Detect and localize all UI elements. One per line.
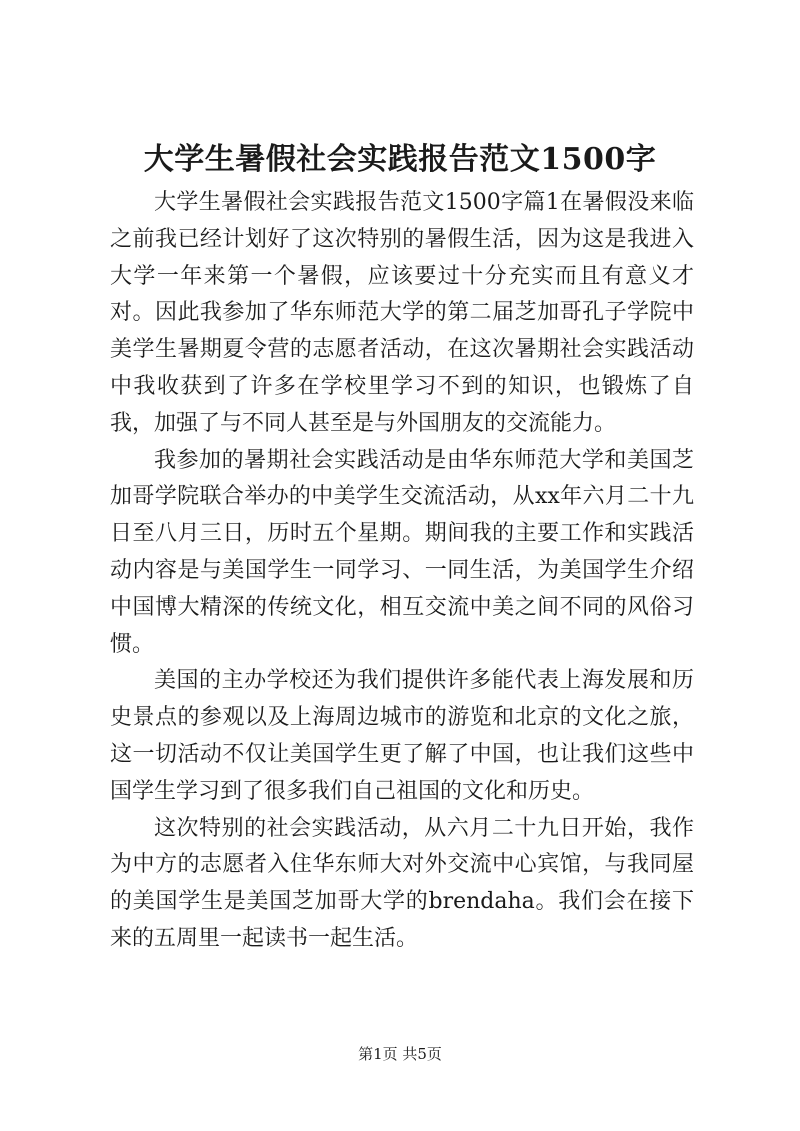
paragraph-3: 美国的主办学校还为我们提供许多能代表上海发展和历史景点的参观以及上海周边城市的游览和北京的文化之旅，这一切活动不仅让美国学生更了解了中国，也让我们这些中国学生学习到了很多我们自己祖国的文化和历史。 [110,668,694,804]
document-title: 大学生暑假社会实践报告范文1500字 [143,142,657,177]
paragraph-2: 我参加的暑期社会实践活动是由华东师范大学和美国芝加哥学院联合举办的中美学生交流活动，从xx年六月二十九日至八月三日，历时五个星期。期间我的主要工作和实践活动内容是与美国学生一同学习、一同生活，为美国学生介绍中国博大精深的传统文化，相互交流中美之间不同的风俗习惯。 [110,447,694,657]
page-number-footer: 第1页 共5页 [358,1045,442,1063]
document-body [110,185,694,958]
paragraph-4: 这次特别的社会实践活动，从六月二十九日开始，我作为中方的志愿者入住华东师大对外交流中心宾馆，与我同屋的美国学生是美国芝加哥大学的brendaha。我们会在接下来的五周里一起读书一起生活。 [110,815,694,951]
paragraph-1: 大学生暑假社会实践报告范文1500字篇1在暑假没来临之前我已经计划好了这次特别的暑假生活，因为这是我进入大学一年来第一个暑假，应该要过十分充实而且有意义才对。因此我参加了华东师范大学的第二届芝加哥孔子学院中美学生暑期夏令营的志愿者活动，在这次暑期社会实践活动中我收获到了许多在学校里学习不到的知识，也锻炼了自我，加强了与不同人甚至是与外国朋友的交流能力。 [110,190,694,436]
